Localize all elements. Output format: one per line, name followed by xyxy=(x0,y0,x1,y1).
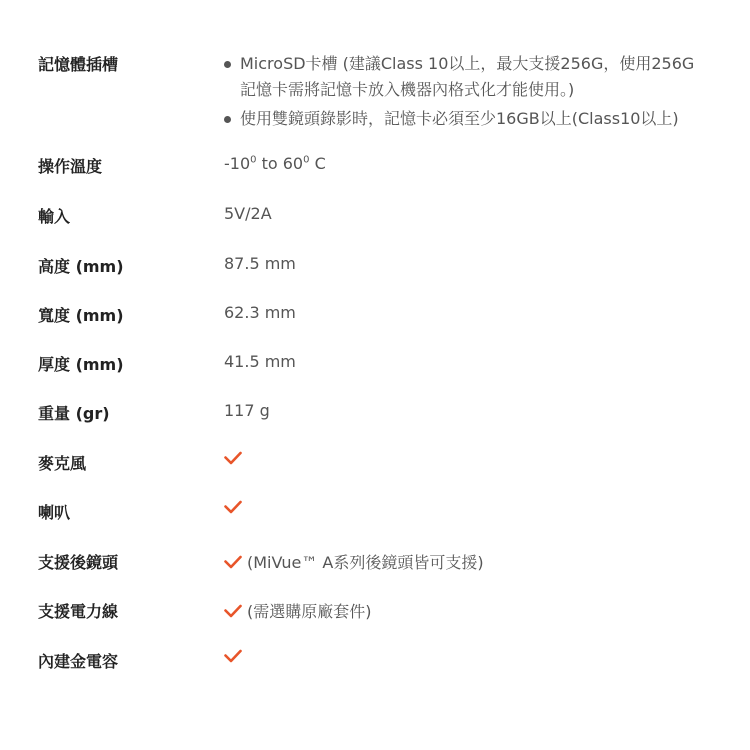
spec-label: 喇叭 xyxy=(38,503,71,522)
degree-sup: 0 xyxy=(250,154,257,166)
spec-value xyxy=(224,500,242,514)
spec-value: 87.5 mm xyxy=(224,254,296,273)
spec-label: 重量 (gr) xyxy=(38,404,110,423)
spec-label: 內建金電容 xyxy=(38,652,119,671)
bullet-dot-icon xyxy=(224,116,231,123)
degree-sup: 0 xyxy=(303,154,310,166)
memory-slot-bullets xyxy=(224,51,734,132)
spec-note: (MiVue™ A系列後鏡頭皆可支援) xyxy=(247,553,484,572)
spec-label: 麥克風 xyxy=(38,454,87,473)
spec-value: 117 g xyxy=(224,401,270,420)
check-icon xyxy=(224,555,242,569)
spec-note: (需選購原廠套件) xyxy=(247,602,372,621)
spec-value xyxy=(224,451,242,465)
spec-value: 62.3 mm xyxy=(224,303,296,322)
bullet-item xyxy=(224,51,734,103)
bullet-dot-icon xyxy=(224,61,231,68)
bullet-text-continued: 記憶卡需將記憶卡放入機器內格式化才能使用。) xyxy=(240,80,575,99)
check-icon xyxy=(224,451,242,465)
spec-value xyxy=(224,649,242,663)
temp-unit: C xyxy=(309,154,326,173)
spec-value: 41.5 mm xyxy=(224,352,296,371)
spec-label: 輸入 xyxy=(38,207,71,226)
spec-value: 5V/2A xyxy=(224,204,272,223)
spec-value xyxy=(224,550,484,573)
bullet-text: 使用雙鏡頭錄影時，記憶卡必須至少16GB以上(Class10以上) xyxy=(240,109,679,128)
spec-label: 操作溫度 xyxy=(38,157,103,176)
temp-low: -10 xyxy=(224,154,251,173)
check-icon xyxy=(224,604,242,618)
spec-label: 記憶體插槽 xyxy=(38,55,119,74)
spec-label: 支援後鏡頭 xyxy=(38,553,119,572)
spec-value xyxy=(224,154,326,173)
check-icon xyxy=(224,649,242,663)
bullet-item xyxy=(224,106,734,132)
spec-label: 厚度 (mm) xyxy=(38,355,124,374)
spec-label: 支援電力線 xyxy=(38,602,119,621)
spec-value xyxy=(224,599,372,622)
bullet-text: MicroSD卡槽 (建議Class 10以上，最大支援256G，使用256G xyxy=(240,54,695,73)
temp-mid: to 60 xyxy=(256,154,304,173)
spec-label: 高度 (mm) xyxy=(38,257,124,276)
check-icon xyxy=(224,500,242,514)
spec-label: 寬度 (mm) xyxy=(38,306,124,325)
